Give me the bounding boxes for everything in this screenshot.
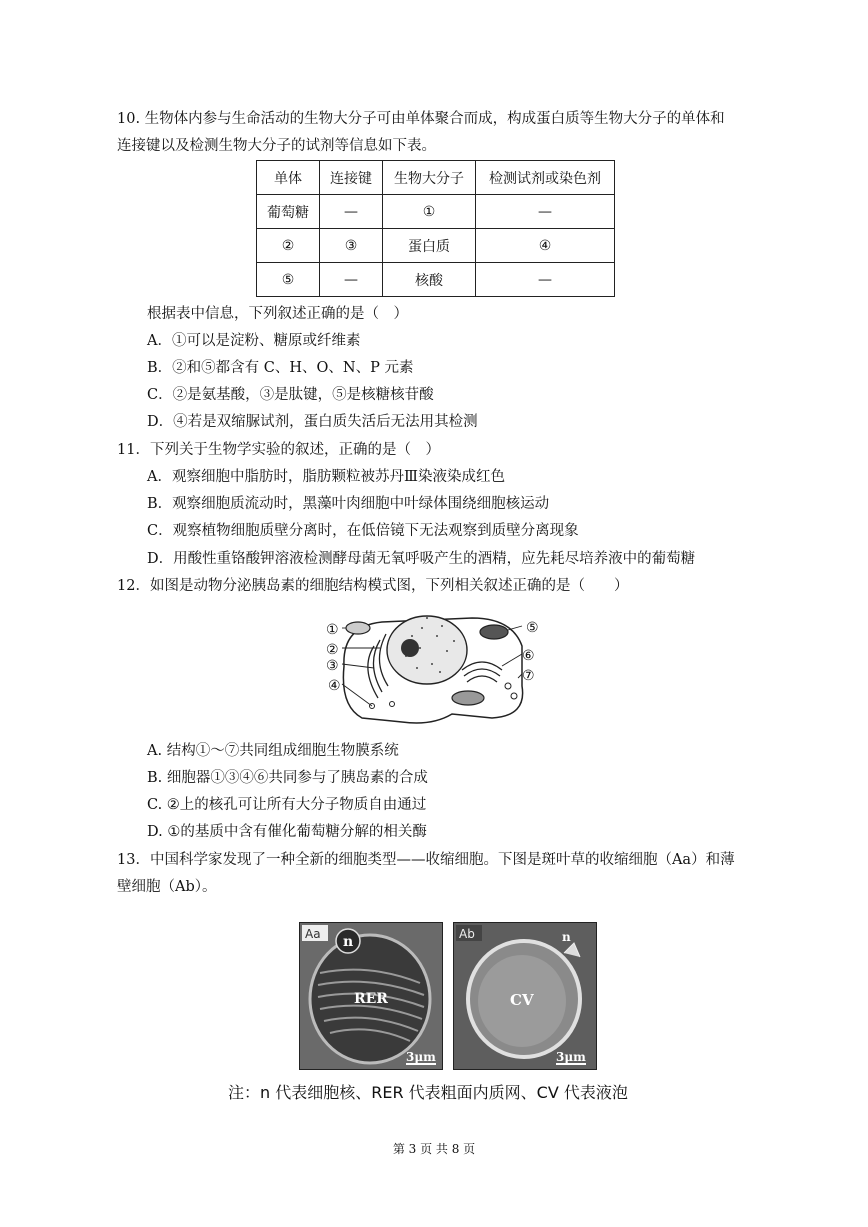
figure-note: 注：n 代表细胞核、RER 代表粗面内质网、CV 代表液泡: [228, 1083, 628, 1102]
diagram-label-6: ⑥: [522, 648, 535, 664]
table-header: 检测试剂或染色剂: [476, 161, 615, 195]
micrograph-aa-scale: 3μm: [406, 1050, 436, 1064]
q10-option-a: A．①可以是淀粉、糖原或纤维素: [147, 333, 361, 349]
micrograph-aa-rer-label: RER: [354, 991, 388, 1007]
micrograph-ab: [453, 922, 597, 1070]
table-cell: ①: [383, 195, 476, 229]
micrograph-ab-n-label: n: [562, 930, 571, 944]
micrograph-aa-tag: Aa: [305, 927, 321, 941]
q10-question: 根据表中信息，下列叙述正确的是（ ）: [147, 306, 408, 322]
q11-option-c: C．观察植物细胞质壁分离时，在低倍镜下无法观察到质壁分离现象: [147, 523, 579, 539]
table-cell: ④: [476, 229, 615, 263]
q10-option-d: D．④若是双缩脲试剂，蛋白质失活后无法用其检测: [147, 414, 478, 430]
q12-option-c: C. ②上的核孔可让所有大分子物质自由通过: [147, 797, 427, 813]
q10-option-c: C．②是氨基酸，③是肽键，⑤是核糖核苷酸: [147, 387, 434, 403]
monomer-table: [256, 160, 615, 297]
micrograph-aa: [299, 922, 443, 1070]
table-row: [257, 195, 615, 229]
q12-option-d: D. ①的基质中含有催化葡萄糖分解的相关酶: [147, 824, 427, 840]
q10-stem-line1: 10. 生物体内参与生命活动的生物大分子可由单体聚合而成，构成蛋白质等生物大分子的单体和: [117, 111, 725, 127]
table-cell: 核酸: [383, 263, 476, 297]
diagram-label-4: ④: [328, 678, 341, 694]
micrograph-aa-n-label: n: [343, 934, 354, 950]
q13-stem-line1: 13．中国科学家发现了一种全新的细胞类型——收缩细胞。下图是斑叶草的收缩细胞（Aa）和薄: [117, 852, 735, 868]
q11-stem: 11．下列关于生物学实验的叙述，正确的是（ ）: [117, 442, 440, 458]
table-row: [257, 229, 615, 263]
table-row: [257, 263, 615, 297]
diagram-label-3: ③: [326, 658, 339, 674]
q13-stem-line2: 壁细胞（Ab）。: [117, 879, 217, 895]
table-cell: 蛋白质: [383, 229, 476, 263]
diagram-label-5: ⑤: [526, 620, 539, 636]
q12-option-b: B. 细胞器①③④⑥共同参与了胰岛素的合成: [147, 770, 428, 786]
table-header: 连接键: [320, 161, 383, 195]
diagram-label-1: ①: [326, 622, 339, 638]
table-cell: ②: [257, 229, 320, 263]
table-header-row: [257, 161, 615, 195]
table-cell: ③: [320, 229, 383, 263]
diagram-label-7: ⑦: [522, 668, 535, 684]
q10-stem-line2: 连接键以及检测生物大分子的试剂等信息如下表。: [117, 138, 436, 154]
table-cell: ⑤: [257, 263, 320, 297]
diagram-label-2: ②: [326, 642, 339, 658]
q11-option-d: D．用酸性重铬酸钾溶液检测酵母菌无氧呼吸产生的酒精，应先耗尽培养液中的葡萄糖: [147, 551, 696, 567]
micrograph-ab-tag: Ab: [459, 927, 475, 941]
q11-option-b: B．观察细胞质流动时，黑藻叶肉细胞中叶绿体围绕细胞核运动: [147, 496, 550, 512]
table-cell: —: [476, 263, 615, 297]
micrograph-ab-cv-label: CV: [510, 991, 534, 1009]
q12-stem: 12．如图是动物分泌胰岛素的细胞结构模式图，下列相关叙述正确的是（ ）: [117, 578, 629, 594]
cell-structure-diagram: [322, 606, 552, 728]
table-header: 单体: [257, 161, 320, 195]
table-cell: —: [476, 195, 615, 229]
q11-option-a: A．观察细胞中脂肪时，脂肪颗粒被苏丹Ⅲ染液染成红色: [147, 469, 505, 485]
table-cell: 葡萄糖: [257, 195, 320, 229]
table-header: 生物大分子: [383, 161, 476, 195]
micrograph-ab-scale: 3μm: [556, 1050, 586, 1064]
table-cell: —: [320, 195, 383, 229]
page-footer: 第 3 页 共 8 页: [392, 1142, 476, 1156]
q12-option-a: A. 结构①～⑦共同组成细胞生物膜系统: [147, 743, 399, 759]
q10-option-b: B．②和⑤都含有 C、H、O、N、P 元素: [147, 360, 414, 376]
table-cell: —: [320, 263, 383, 297]
